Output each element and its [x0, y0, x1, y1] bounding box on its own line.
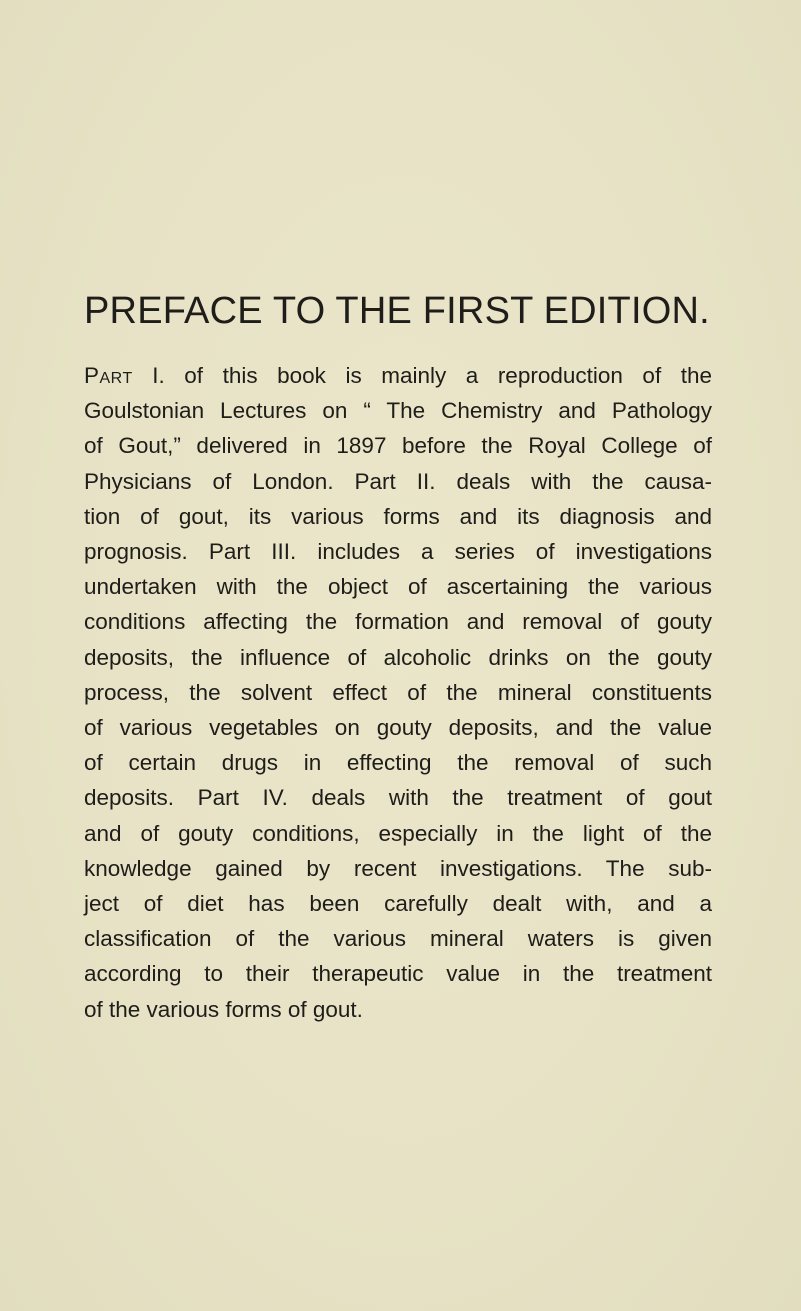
paragraph-line-3: of Gout,” delivered in 1897 before the Royal College of — [84, 433, 712, 459]
paragraph-line-6: prognosis. Part III. includes a series of investigations — [84, 539, 712, 565]
preface-paragraph — [84, 358, 712, 1027]
preface-title: PREFACE TO THE FIRST EDITION. — [84, 290, 710, 332]
paragraph-line-11: of various vegetables on gouty deposits, and the value — [84, 715, 712, 741]
paragraph-line-7: undertaken with the object of ascertaining the various — [84, 574, 712, 600]
paragraph-line-10: process, the solvent effect of the mineral constituents — [84, 679, 712, 705]
paragraph-line-5: tion of gout, its various forms and its diagnosis and — [84, 503, 712, 529]
paragraph-line-8: conditions affecting the formation and removal of gouty — [84, 609, 712, 635]
paragraph-line-1 — [84, 358, 712, 393]
paragraph-line-4: Physicians of London. Part II. deals with the causa- — [84, 468, 712, 494]
paragraph-line-13: deposits. Part IV. deals with the treatment of gout — [84, 785, 712, 811]
paragraph-line-2: Goulstonian Lectures on “ The Chemistry and Pathology — [84, 398, 712, 424]
paragraph-lead-word: Part — [84, 363, 133, 388]
paragraph-line-14: and of gouty conditions, especially in the light of the — [84, 820, 712, 846]
paragraph-line-17: classification of the various mineral waters is given — [84, 926, 712, 952]
paragraph-line-16: ject of diet has been carefully dealt with, and a — [84, 891, 712, 917]
paragraph-line-18: according to their therapeutic value in the treatment — [84, 961, 712, 987]
paragraph-line-1-text: I. of this book is mainly a reproduction of the — [132, 363, 712, 388]
paragraph-line-15: knowledge gained by recent investigations. The sub- — [84, 855, 712, 881]
paragraph-line-19: of the various forms of gout. — [84, 996, 363, 1022]
paragraph-line-12: of certain drugs in effecting the removal of such — [84, 750, 712, 776]
paragraph-line-9: deposits, the influence of alcoholic drinks on the gouty — [84, 644, 712, 670]
